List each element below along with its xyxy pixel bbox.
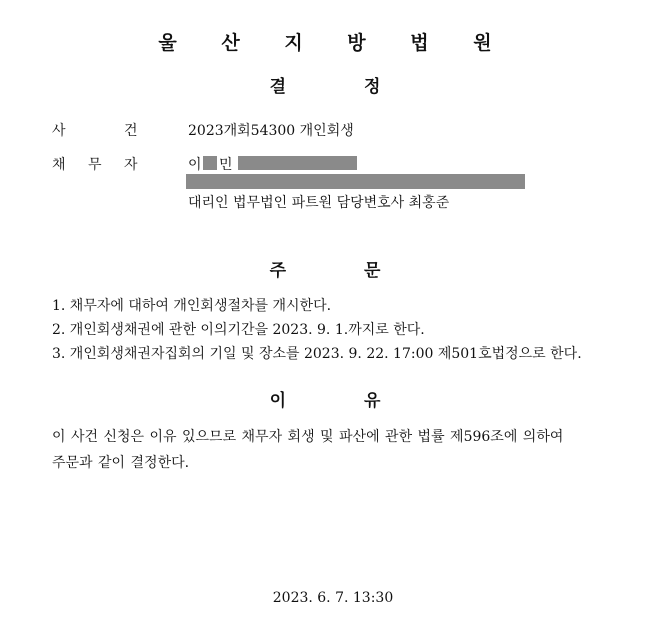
order-item: 3. 개인회생채권자집회의 기일 및 장소를 2023. 9. 22. 17:00 제501호법정으로 한다. [52, 346, 582, 362]
order-item: 1. 채무자에 대하여 개인회생절차를 개시한다. [52, 298, 332, 314]
redaction-name-tail [238, 156, 357, 170]
reason-line: 주문과 같이 결정한다. [52, 455, 190, 471]
case-label-char-2: 건 [124, 123, 138, 139]
debtor-label-char-3: 자 [124, 157, 138, 173]
reason-heading: 이 유 [269, 391, 381, 411]
order-heading: 주 문 [269, 261, 381, 281]
debtor-name-first: 이 [188, 157, 202, 173]
reason-text [52, 424, 563, 476]
redaction-address [186, 174, 525, 189]
order-list [52, 293, 582, 367]
court-name: 울 산 지 방 법 원 [158, 32, 511, 54]
debtor-agent: 대리인 법무법인 파트원 담당변호사 최홍준 [188, 195, 450, 211]
case-label-char-1: 사 [52, 123, 66, 139]
debtor-name-last: 민 [219, 157, 233, 173]
debtor-label-char-1: 채 [52, 157, 66, 173]
case-number: 2023개회54300 개인회생 [188, 123, 354, 139]
debtor-label-char-2: 무 [88, 157, 102, 173]
order-item: 2. 개인회생채권에 관한 이의기간을 2023. 9. 1.까지로 한다. [52, 322, 425, 338]
reason-line: 이 사건 신청은 이유 있으므로 채무자 회생 및 파산에 관한 법률 제596조에 의하여 [52, 429, 564, 445]
decision-date: 2023. 6. 7. 13:30 [272, 590, 394, 606]
redaction-name-middle [203, 156, 217, 170]
decision-title: 결 정 [269, 77, 381, 97]
